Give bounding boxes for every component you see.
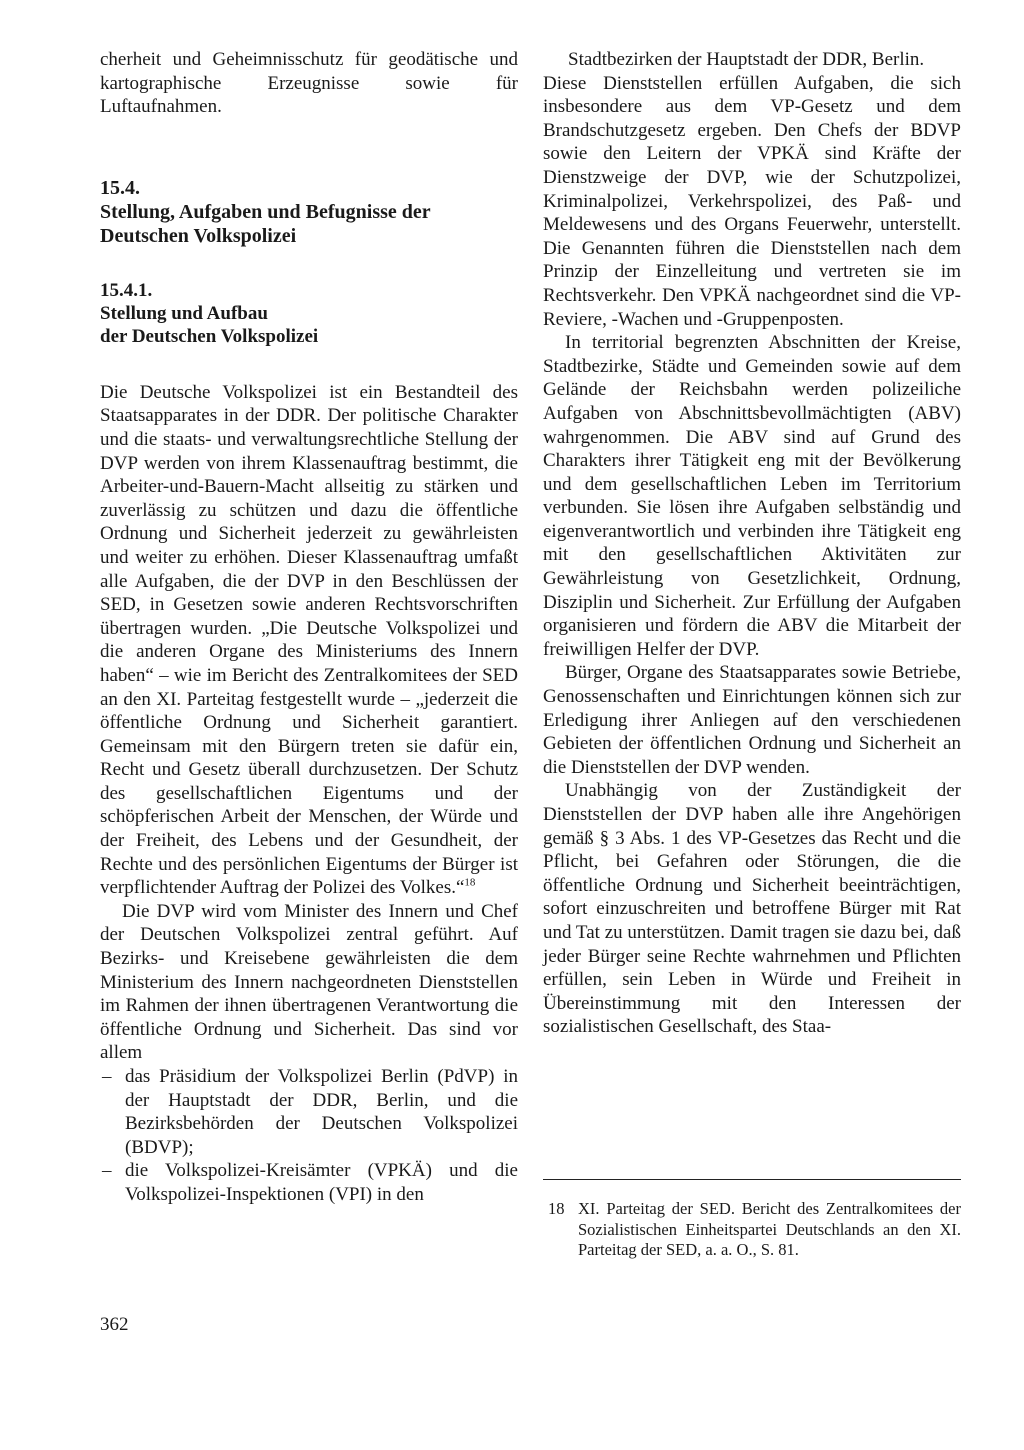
body-paragraph — [100, 381, 518, 900]
section-number: 15.4. — [100, 176, 140, 199]
footnote — [543, 1199, 961, 1261]
intro-paragraph: cherheit und Geheimnisschutz für geodätische und kartographische Erzeugnisse sowie für Luftaufnahmen. — [100, 49, 518, 118]
subsection-title-line2: der Deutschen Volkspolizei — [100, 325, 319, 347]
subsection-heading — [100, 279, 518, 348]
footnote-text: XI. Parteitag der SED. Bericht des Zentralkomitees der Sozialistischen Einheitspartei Deutschlands an den XI. Parteitag der SED, a. a. O., S. 81. — [578, 1199, 961, 1259]
list-item: – die Volkspolizei-Kreisämter (VPKÄ) und die Volkspolizei-Inspektionen (VPI) in den — [100, 1159, 518, 1206]
list-item: – das Präsidium der Volkspolizei Berlin (PdVP) in der Hauptstadt der DDR, Berlin, und die Bezirksbehörden der Deutschen Volkspolizei (BDVP); — [100, 1065, 518, 1159]
subsection-number: 15.4.1. — [100, 279, 153, 301]
subsection-title-line1: Stellung und Aufbau — [100, 302, 268, 324]
page-number: 362 — [100, 1314, 129, 1335]
body-paragraph: Diese Dienststellen erfüllen Aufgaben, die sich insbesondere aus dem VP-Gesetz und dem Brandschutzgesetz ergeben. Den Chefs der BDVP sowie den Leitern der VPKÄ sind Kräfte der Dienstzweige der DVP, wie der Schutzpolizei, Kriminalpolizei, Verkehrspolizei, des Paß- und Meldewesens und des Organs Feuerwehr, unterstellt. Die Genannten führen die Dienststellen nach dem Prinzip der Einzelleitung und vertreten sie im Rechtsverkehr. Den VPKÄ nachgeordnet sind die VP-Reviere, -Wachen und -Gruppenposten. — [543, 72, 961, 330]
list-continuation: Stadtbezirken der Hauptstadt der DDR, Berlin. — [568, 49, 925, 70]
footnote-reference: 18 — [464, 876, 476, 889]
paragraph-text: Die Deutsche Volkspolizei ist ein Bestandteil des Staatsapparates in der DDR. Der politische Charakter und die staats- und verwaltungsrechtliche Stellung der DVP werden von ihrem Klassenauftrag bestimmt, die Arbeiter-und-Bauern-Macht allseitig zu stärken und zuverlässig zu schützen und dazu die öffentliche Ordnung und Sicherheit jederzeit zu gewährleisten und weiter zu erhöhen. Dieser Klassenauftrag umfaßt alle Aufgaben, die der DVP in den Beschlüssen der SED, in Gesetzen sowie anderen Rechtsvorschriften übertragen wurden. „Die Deutsche Volkspolizei und die anderen Organe des Ministeriums des Innern haben“ – wie im Bericht des Zentralkomitees der SED an den XI. Parteitag festgestellt wurde – „jederzeit die öffentliche Ordnung und Sicherheit garantiert. Gemeinsam mit den Bürgern treten sie dafür ein, Recht und Gesetz überall durchzusetzen. Der Schutz des gesellschaftlichen Eigentums und der schöpferischen Arbeit der Menschen, der Würde und der Freiheit, des Lebens und der Gesundheit, der Rechte und des persönlichen Eigentums der Bürger ist verpflichtender Auftrag der Polizei des Volkes.“ — [100, 381, 518, 899]
body-paragraph: Die DVP wird vom Minister des Innern und Chef der Deutschen Volkspolizei zentral geführt. Auf Bezirks- und Kreisebene gewährleisten die dem Ministerium des Innern nachgeordneten Dienststellen im Rahmen der ihnen übertragenen Verantwortung die öffentliche Ordnung und Sicherheit. Das sind vor allem — [100, 900, 518, 1064]
body-paragraph: Unabhängig von der Zuständigkeit der Dienststellen der DVP haben alle ihre Angehörigen gemäß § 3 Abs. 1 des VP-Gesetzes das Recht und die Pflicht, bei Gefahren oder Störungen, die die öffentliche Ordnung und Sicherheit beeinträchtigen, sofort einzuschreiten und betroffene Bürger mit Rat und Tat zu unterstützen. Damit tragen sie dazu bei, daß jeder Bürger seine Rechte wahrnehmen und Pflichten erfüllen, sein Leben in Würde und Freiheit in Übereinstimmung mit den Interessen der sozialistischen Gesellschaft, des Staa- — [543, 780, 961, 1038]
left-column — [100, 48, 518, 1207]
footnote-divider — [543, 1179, 961, 1180]
body-paragraph: Bürger, Organe des Staatsapparates sowie Betriebe, Genossenschaften und Einrichtungen können sich zur Erledigung ihrer Anliegen auf den verschiedenen Gebieten der öffentlichen Ordnung und Sicherheit an die Dienststellen der DVP wenden. — [543, 662, 961, 778]
agency-list — [100, 1065, 518, 1207]
footnote-number: 18 — [548, 1199, 565, 1218]
section-heading — [100, 176, 518, 248]
section-title: Stellung, Aufgaben und Befugnisse der Deutschen Volkspolizei — [100, 200, 431, 247]
right-column — [543, 48, 961, 1039]
body-paragraph: In territorial begrenzten Abschnitten der Kreise, Stadtbezirke, Städte und Gemeinden sowie auf dem Gelände der Reichsbahn werden polizeiliche Aufgaben von Abschnittsbevollmächtigten (ABV) wahrgenommen. Die ABV sind auf Grund des Charakters ihrer Tätigkeit eng mit der Bevölkerung und dem gesellschaftlichen Leben im Territorium verbunden. Sie lösen ihre Aufgaben selbständig und eigenverantwortlich und verbinden ihre Tätigkeit eng mit den gesellschaftlichen Aktivitäten zur Gewährleistung von Gesetzlichkeit, Ordnung, Disziplin und Sicherheit. Zur Erfüllung der Aufgaben organisieren und fördern die ABV die Mitarbeit der freiwilligen Helfer der DVP. — [543, 332, 961, 660]
